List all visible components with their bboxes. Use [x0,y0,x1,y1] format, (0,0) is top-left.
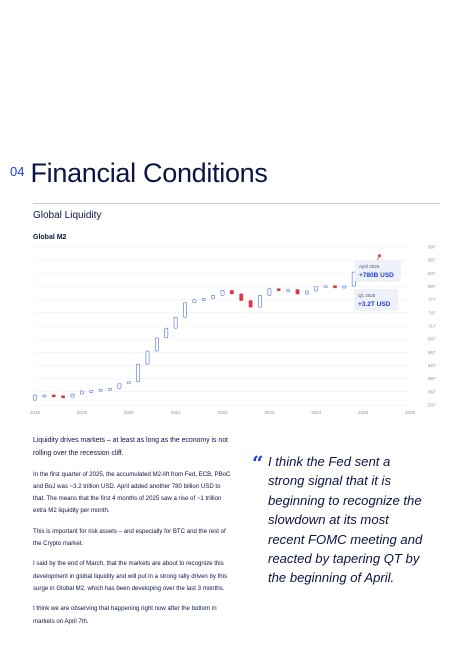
x-tick-label: 2020 [123,410,134,415]
x-tick-label: 2021 [170,410,181,415]
subsection-title: Global Liquidity [33,210,102,221]
down-candle [240,294,243,301]
up-candle [80,391,83,394]
x-tick-label: 2024 [311,410,322,415]
up-candle [183,303,186,317]
down-candle [62,396,65,398]
up-candle [174,317,177,328]
up-candle [165,328,168,338]
down-candle [230,290,233,294]
y-tick-label: 837 [428,270,436,276]
y-tick-label: 627 [428,363,436,368]
body-paragraph: I said by the end of March, that the markets are about to recognize this development in global liquidity and will put in a strong rally driven by this surge in Global M2, which has been developing over the last 3 months. [33,560,228,592]
up-candle [137,364,140,382]
up-candle [305,291,308,294]
down-candle [52,395,55,397]
y-tick-label: 597 [428,376,436,382]
up-candle [99,389,102,391]
up-candle [352,272,355,286]
up-candle [315,287,318,291]
up-candle [127,382,130,384]
up-candle [90,391,93,393]
x-tick-label: 2026 [404,410,416,415]
chart-title: Global M2 [33,234,67,241]
y-tick-label: 567 [428,389,436,395]
annotation-value: +3.2T USD [358,301,391,308]
annotation-value: +780B USD [359,272,394,279]
up-candle [287,290,290,292]
body-text [33,434,233,636]
up-candle [43,395,46,397]
y-tick-label: 777 [428,297,436,303]
up-candle [33,395,36,400]
pull-quote: I think the Fed sent a strong signal that it is beginning to recognize the slowdown at its most recent FOMC meeting and reacted by tapering QT by the beginning of April. [268,454,423,586]
up-candle [193,300,196,303]
x-tick-label: 2023 [264,410,275,415]
y-tick-label: 807 [428,284,436,289]
global-m2-chart [30,240,440,420]
up-candle [221,290,224,295]
y-tick-label: 897 [428,244,436,250]
y-tick-label: 537 [428,402,436,408]
section-title: Financial Conditions [30,158,268,188]
quote-mark-icon: “ [252,451,264,475]
up-candle [146,351,149,364]
up-candle [71,394,74,397]
up-candle [258,295,261,307]
up-candle [108,388,111,390]
down-candle [296,290,299,294]
annotation-label: April 2025 [359,264,380,269]
up-candle [324,286,327,288]
projection-marker [378,254,381,257]
x-tick-label: 2018 [30,410,41,415]
y-tick-label: 717 [428,323,436,329]
x-tick-label: 2025 [358,410,369,415]
annotation-label: Q1 2025 [358,293,376,298]
y-tick-label: 657 [428,349,436,355]
section-divider [33,203,440,204]
body-paragraph: Liquidity drives markets – at least as long as the economy is not rolling over the recession cliff. [33,437,228,458]
down-candle [249,301,252,308]
y-tick-label: 687 [428,336,436,342]
section-heading [10,158,268,189]
up-candle [212,295,215,298]
up-candle [202,298,205,300]
down-candle [333,286,336,288]
y-tick-label: 747 [428,310,436,316]
x-tick-label: 2019 [76,410,87,415]
down-candle [277,289,280,291]
up-candle [155,338,158,351]
section-number: 04 [10,164,25,179]
body-paragraph: In the first quarter of 2025, the accumulated M2-lift from Fed, ECB, PBoC and BoJ was ~3.2 trillion USD. April added another 780 billion USD to that. The means that the first 4 months of 2025 saw a rise of ~1 trillion extra M2 liquidity per month. [33,470,231,515]
body-paragraph: I think we are observing that happening right now after the bottom in markets on April 7th. [33,605,217,625]
up-candle [118,383,121,388]
body-paragraph: This is important for risk assets – and especially for BTC and the rest of the Crypto market. [33,527,226,548]
y-tick-label: 867 [428,257,436,263]
x-tick-label: 2022 [217,410,228,415]
up-candle [268,289,271,296]
up-candle [343,286,346,288]
